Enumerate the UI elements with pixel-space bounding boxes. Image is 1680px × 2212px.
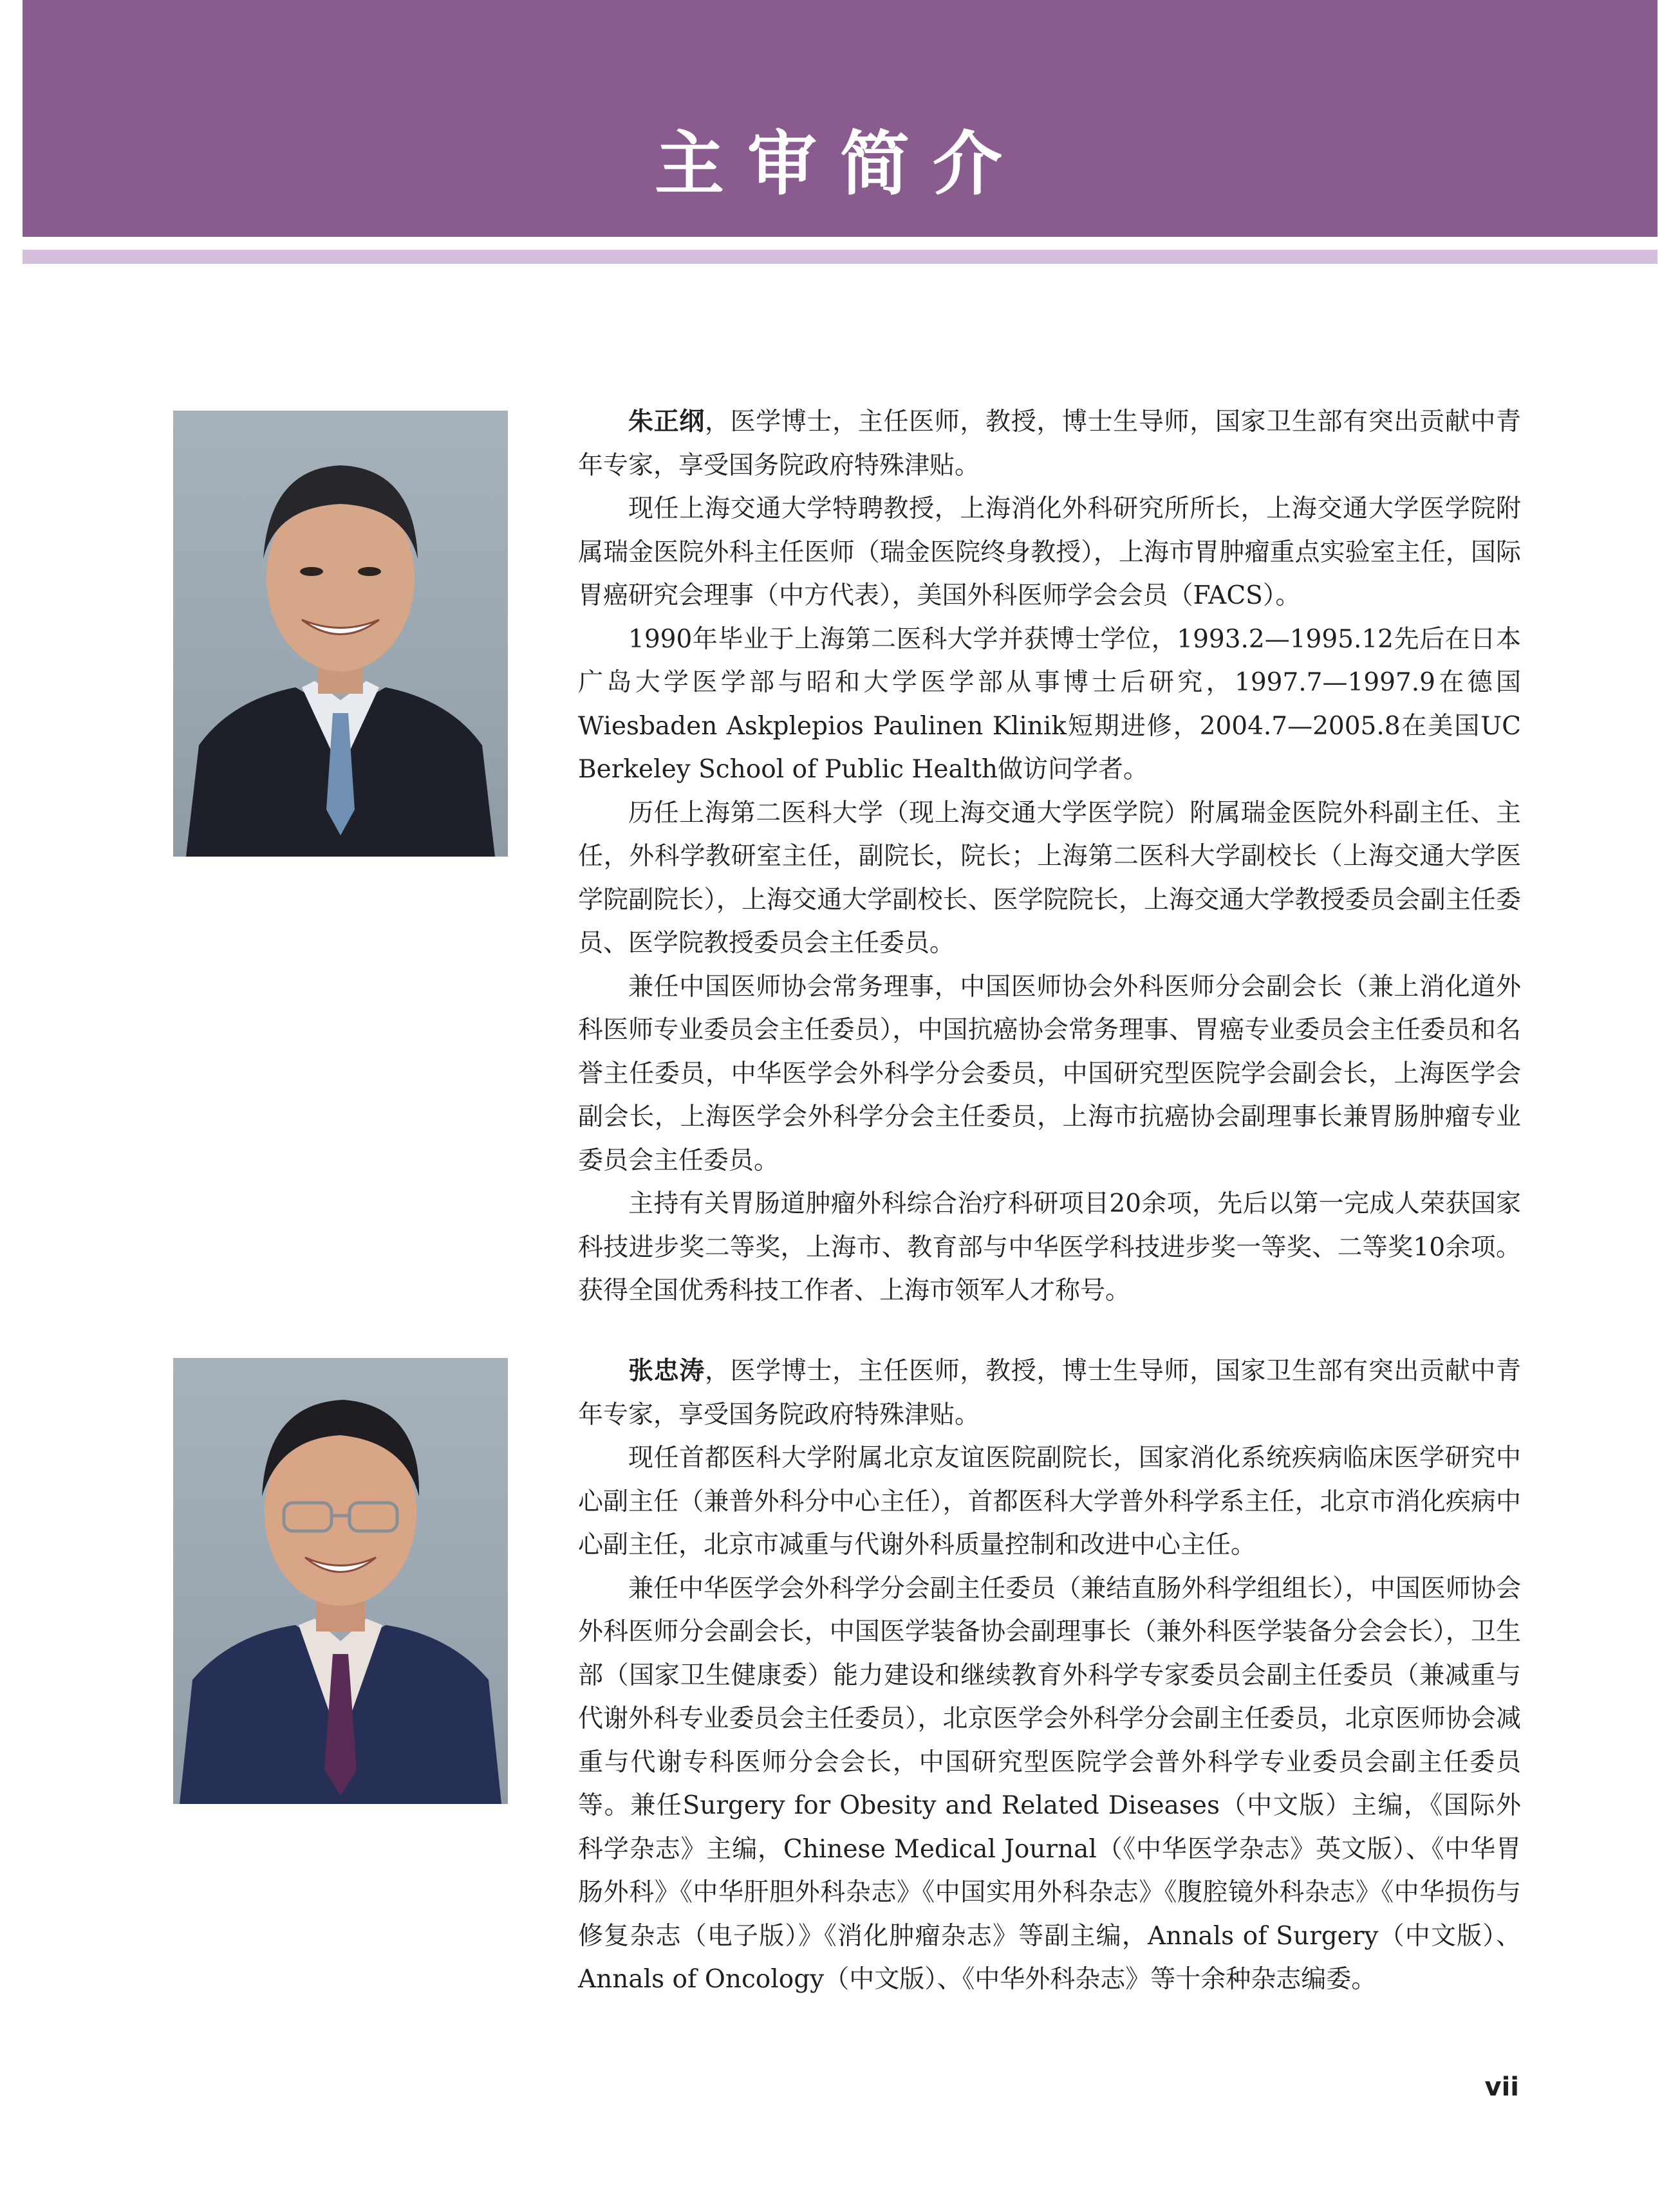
page-number: vii: [1484, 2072, 1519, 2102]
bio-paragraph: 兼任中国医师协会常务理事，中国医师协会外科医师分会副会长（兼上消化道外科医师专业委员会主任委员），中国抗癌协会常务理事、胃癌专业委员会主任委员和名誉主任委员，中华医学会外科学分会委员，中国研究型医院学会副会长，上海医学会副会长，上海医学会外科学分会主任委员，上海市抗癌协会副理事长兼胃肠肿瘤专业委员会主任委员。: [578, 972, 1521, 1175]
person-name: 朱正纲: [628, 407, 705, 436]
bio-block-1: [578, 400, 1521, 1313]
header-divider-stripe: [23, 250, 1657, 264]
bio-paragraph: 1990年毕业于上海第二医科大学并获博士学位，1993.2—1995.12先后在日本广岛大学医学部与昭和大学医学部从事博士后研究，1997.7—1997.9在德国Wiesbaden Askplepios Paulinen Klinik短期进修，2004.7—2005.8在美国UC Berkeley School of Public Health做访问学者。: [578, 624, 1521, 784]
bio-block-2: [578, 1350, 1521, 2002]
bio-paragraph: 现任首都医科大学附属北京友谊医院副院长，国家消化系统疾病临床医学研究中心副主任（兼普外科分中心主任），首都医科大学普外科学系主任，北京市消化疾病中心副主任，北京市减重与代谢外科质量控制和改进中心主任。: [578, 1444, 1521, 1559]
bio-paragraph: 兼任中华医学会外科学分会副主任委员（兼结直肠外科学组组长），中国医师协会外科医师分会副会长，中国医学装备协会副理事长（兼外科医学装备分会会长），卫生部（国家卫生健康委）能力建设和继续教育外科学专家委员会副主任委员（兼减重与代谢外科专业委员会主任委员），北京医学会外科学分会副主任委员，北京医师协会减重与代谢专科医师分会会长，中国研究型医院学会普外科学专业委员会副主任委员等。兼任Surgery for Obesity and Related Diseases（中文版）主编，《国际外科学杂志》主编，Chinese Medical Journal（《中华医学杂志》英文版）、《中华胃肠外科》《中华肝胆外科杂志》《中国实用外科杂志》《腹腔镜外科杂志》《中华损伤与修复杂志（电子版）》《消化肿瘤杂志》等副主编，Annals of Surgery（中文版）、Annals of Oncology（中文版）、《中华外科杂志》等十余种杂志编委。: [578, 1574, 1521, 1994]
bio-intro-paragraph: 张忠涛，医学博士，主任医师，教授，博士生导师，国家卫生部有突出贡献中青年专家，享受国务院政府特殊津贴。: [578, 1357, 1521, 1429]
portrait-photo-1: [173, 411, 508, 857]
bio-intro-paragraph: 朱正纲，医学博士，主任医师，教授，博士生导师，国家卫生部有突出贡献中青年专家，享受国务院政府特殊津贴。: [578, 407, 1521, 480]
bio-paragraph: 主持有关胃肠道肿瘤外科综合治疗科研项目20余项，先后以第一完成人荣获国家科技进步奖二等奖，上海市、教育部与中华医学科技进步奖一等奖、二等奖10余项。获得全国优秀科技工作者、上海市领军人才称号。: [578, 1189, 1521, 1305]
person-name: 张忠涛: [628, 1357, 705, 1386]
bio-paragraph: 现任上海交通大学特聘教授，上海消化外科研究所所长，上海交通大学医学院附属瑞金医院外科主任医师（瑞金医院终身教授），上海市胃肿瘤重点实验室主任，国际胃癌研究会理事（中方代表），美国外科医师学会会员（FACS）。: [578, 494, 1521, 610]
bio-paragraph: 历任上海第二医科大学（现上海交通大学医学院）附属瑞金医院外科副主任、主任，外科学教研室主任，副院长，院长；上海第二医科大学副校长（上海交通大学医学院副院长），上海交通大学副校长、医学院院长，上海交通大学教授委员会副主任委员、医学院教授委员会主任委员。: [578, 798, 1521, 958]
portrait-photo-2: [173, 1358, 508, 1804]
page-title: 主审简介: [654, 124, 1025, 205]
